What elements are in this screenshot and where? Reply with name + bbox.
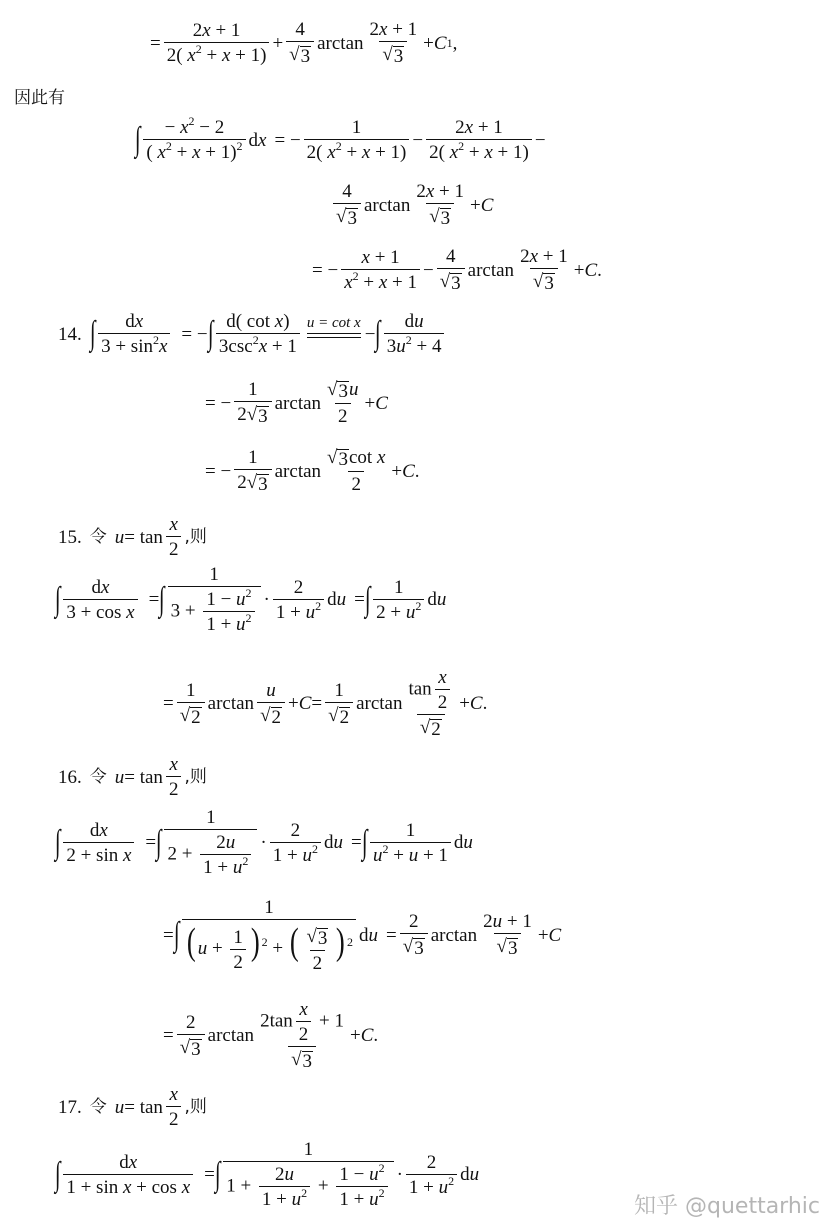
let-15: 令 — [89, 526, 107, 547]
equation-line-1: = $\frac{2x + 1}{2( x^2 + x + 1)}$ + 4 √ 3 arctan 2x + 1 √ 3 + C 1 , — [150, 19, 458, 67]
therefore-text: 因此有 — [14, 88, 65, 108]
item-16-number: 16. — [58, 766, 82, 788]
problem-16-intro: 16. 令 u = tan $\frac{x}{2}$ ,则 — [58, 754, 207, 800]
item-17-number: 17. — [58, 1096, 82, 1118]
problem-15-line-1: ∫ $\frac{dx}{\text{3 + cos x}}$ = ∫ 1 3 + $\frac{1 - u^2}{1 + u^2}$ · $\frac{2}{1 + u^2}$ d u = ∫ $\frac{1}{2 + u^2}$ d u — [54, 564, 447, 635]
equation-line-4: = − $\frac{x + 1}{x^2 + x + 1}$ − 4 √ 3 arctan 2x + 1 √ 3 + C . — [312, 246, 602, 294]
problem-16-line-1: ∫ $\frac{dx}{\text{2 + sin x}}$ = ∫ 1 2 + $\frac{2u}{1 + u^2}$ · $\frac{2}{1 + u^2}$ d u = ∫ $\frac{1}{u^2 + u + 1}$ d u — [54, 807, 473, 878]
problem-16-line-3: = 2 √ 3 arctan 2tan $\frac{x}{2}$ + 1 √ 3 + C . — [163, 999, 379, 1072]
let-17: 令 — [89, 1096, 107, 1117]
problem-15-intro: 15. 令 u = tan $\frac{x}{2}$ ,则 — [58, 514, 207, 560]
problem-15-line-2: = 1 √ 2 arctan u √ 2 + C = 1 √ 2 arctan tan $\frac{x}{2}$ √ 2 + C . — [163, 667, 488, 740]
then-16: ,则 — [184, 766, 207, 787]
equation-line-2: ∫ $\frac{- x^2 - 2}{( x^2 + x + 1)^2}$ d x = − $\frac{1}{2( x^2 + x + 1)}$ − $\frac{2x + 1}{2( x^2 + x + 1)}$ − — [134, 114, 546, 163]
then-15: ,则 — [184, 526, 207, 547]
problem-16-line-2: = ∫ 1 (u + $\frac{1}{2}$ ) $^2$ + ( √ 3 2 ) $^2$ d u = 2 √ 3 arctan 2u + 1 √ 3 + C — [163, 897, 562, 974]
watermark — [634, 1189, 820, 1220]
item-14-number: 14. — [58, 323, 82, 345]
problem-14-line-3: = − 1 2 √ 3 arctan √ 3 cot x 2 + C . — [205, 447, 420, 495]
watermark-zhihu: 知乎 — [633, 1194, 678, 1219]
let-16: 令 — [89, 766, 107, 787]
therefore-label — [14, 90, 65, 107]
problem-17-line-1: ∫ $\frac{dx}{\text{1 + sin x + cos x}}$ = ∫ 1 1 + $\frac{2u}{1 + u^2}$ + $\frac{1 - u^2}{1 + u^2}$ · $\frac{2}{1 + u^2}$ d u — [54, 1139, 480, 1210]
equation-line-3: 4 √ 3 arctan 2x + 1 √ 3 + C — [330, 182, 493, 228]
problem-14-line-2: = − 1 2 √ 3 arctan √ 3 u 2 + C — [205, 379, 388, 427]
then-17: ,则 — [184, 1096, 207, 1117]
problem-14-line-1: 14. ∫ $\frac{dx}{3 + \sin^2x}$ = − ∫ $\frac{\text{d( cot x)}}{3\csc^2x + 1}$ u = cot x − ∫ $\frac{du}{3u^2 + 4}$ — [58, 312, 447, 356]
problem-17-intro: 17. 令 u = tan $\frac{x}{2}$ ,则 — [58, 1084, 207, 1130]
substitution-label: u = cot x — [306, 315, 361, 331]
item-15-number: 15. — [58, 526, 82, 548]
watermark-user: @quettarhic — [685, 1194, 820, 1219]
